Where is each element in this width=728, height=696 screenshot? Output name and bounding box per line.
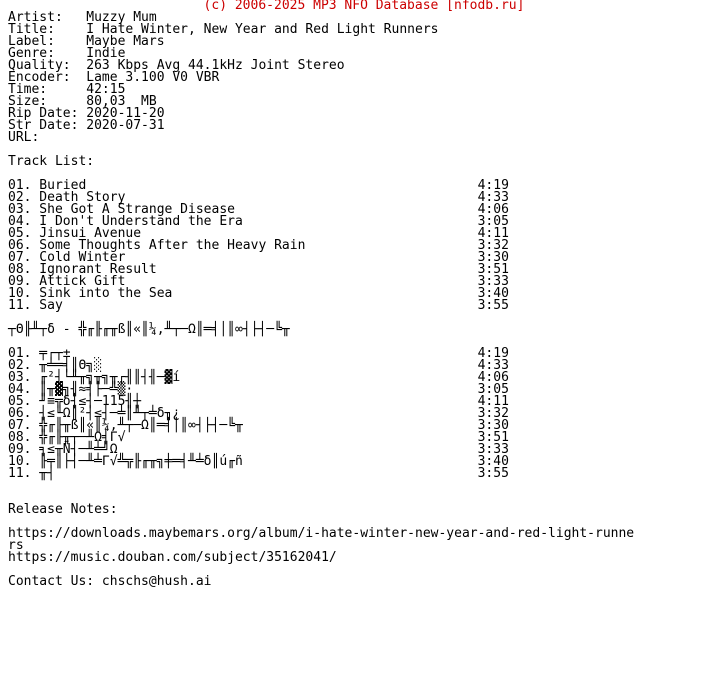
nfo-line: URL: bbox=[8, 130, 40, 145]
nfo-line: Genre: Indie bbox=[8, 46, 126, 61]
nfo-line: https://downloads.maybemars.org/album/i-hate-winter-new-year-and-red-light-runne bbox=[8, 526, 635, 541]
nfo-line: 04. ║╥▓╗╢≈╡├─╩▒· 3:05 bbox=[8, 382, 509, 397]
nfo-line: 10. Sink into the Sea 3:40 bbox=[8, 286, 509, 301]
nfo-line: 06. Some Thoughts After the Heavy Rain 3:32 bbox=[8, 238, 509, 253]
nfo-line: 02. Death Story 4:33 bbox=[8, 190, 509, 205]
nfo-line: 11. Say 3:55 bbox=[8, 298, 509, 313]
nfo-line: 09. ╕≤╥Ñ┤─╨╧╝Ω 3:33 bbox=[8, 442, 509, 457]
nfo-line: Release Notes: bbox=[8, 502, 118, 517]
nfo-line: 09. Attick Gift 3:33 bbox=[8, 274, 509, 289]
nfo-line: 03. She Got A Strange Disease 4:06 bbox=[8, 202, 509, 217]
nfo-line: Track List: bbox=[8, 154, 95, 169]
nfo-line: Rip Date: 2020-11-20 bbox=[8, 106, 165, 121]
nfo-line: 01. Buried 4:19 bbox=[8, 178, 509, 193]
nfo-line: 08. Ignorant Result 3:51 bbox=[8, 262, 509, 277]
nfodb-banner: (c) 2006-2025 MP3 NFO Database [nfodb.ru] bbox=[203, 0, 525, 13]
nfo-line: 08. ╬╓╟╥┬─╨Ω╡Γ√ 3:51 bbox=[8, 430, 509, 445]
nfo-line: Label: Maybe Mars bbox=[8, 34, 165, 49]
nfo-line: rs bbox=[8, 538, 24, 553]
nfo-line: 06. ┤≤╙Ω║²┤≤┤─╧║╨┬╧δ╖¿ 3:32 bbox=[8, 406, 509, 421]
nfo-line: Str Date: 2020-07-31 bbox=[8, 118, 165, 133]
nfo-line: Artist: Muzzy Mum bbox=[8, 10, 157, 25]
nfo-line: 05. Jinsui Avenue 4:11 bbox=[8, 226, 509, 241]
nfo-line: 02. ╥╧═╡║Θ╗░ 4:33 bbox=[8, 358, 509, 373]
nfo-line: Encoder: Lame 3.100 V0 VBR bbox=[8, 70, 220, 85]
nfo-line: 11. ╥┤ 3:55 bbox=[8, 466, 509, 481]
nfo-line: 03. ╓²┤└╨╥╗╥╗╥┌╢║┤╢─▓í 4:06 bbox=[8, 370, 509, 385]
nfo-line: Size: 80,03 MB bbox=[8, 94, 157, 109]
nfo-line: Contact Us: chschs@hush.ai bbox=[8, 574, 212, 589]
nfo-line: 07. Cold Winter 3:30 bbox=[8, 250, 509, 265]
nfo-line: https://music.douban.com/subject/35162041/ bbox=[8, 550, 337, 565]
nfo-line: 10. ╟╤║├┤─╨╧Γ√╩╦╟╓╥╗╪═╡╨╧δ║ú╓ñ 3:40 bbox=[8, 454, 509, 469]
nfo-line: 01. ╤┌┬± 4:19 bbox=[8, 346, 509, 361]
nfo-line: Title: I Hate Winter, New Year and Red Light Runners bbox=[8, 22, 439, 37]
nfo-line: Time: 42:15 bbox=[8, 82, 126, 97]
nfo-text-block bbox=[8, 12, 634, 588]
nfo-line: ┬Θ╟╨┬δ - ╬╓╟╓╥ß║«║¼,╨┬─Ω║═╡│║∞┤├┤─╚╥ bbox=[8, 322, 290, 337]
nfo-line: Quality: 263 Kbps Avg 44.1kHz Joint Stereo bbox=[8, 58, 345, 73]
nfo-line: 04. I Don't Understand the Era 3:05 bbox=[8, 214, 509, 229]
nfo-line bbox=[8, 144, 634, 156]
nfo-line: 05. ╜≡╦δ┤≤┤─115╢┼ 4:11 bbox=[8, 394, 509, 409]
nfo-line bbox=[8, 480, 634, 492]
nfo-line: 07. ╬╓╟╥ß║«║¼,╨┬─Ω║═╡│║∞┤├┤─╚╥ 3:30 bbox=[8, 418, 509, 433]
